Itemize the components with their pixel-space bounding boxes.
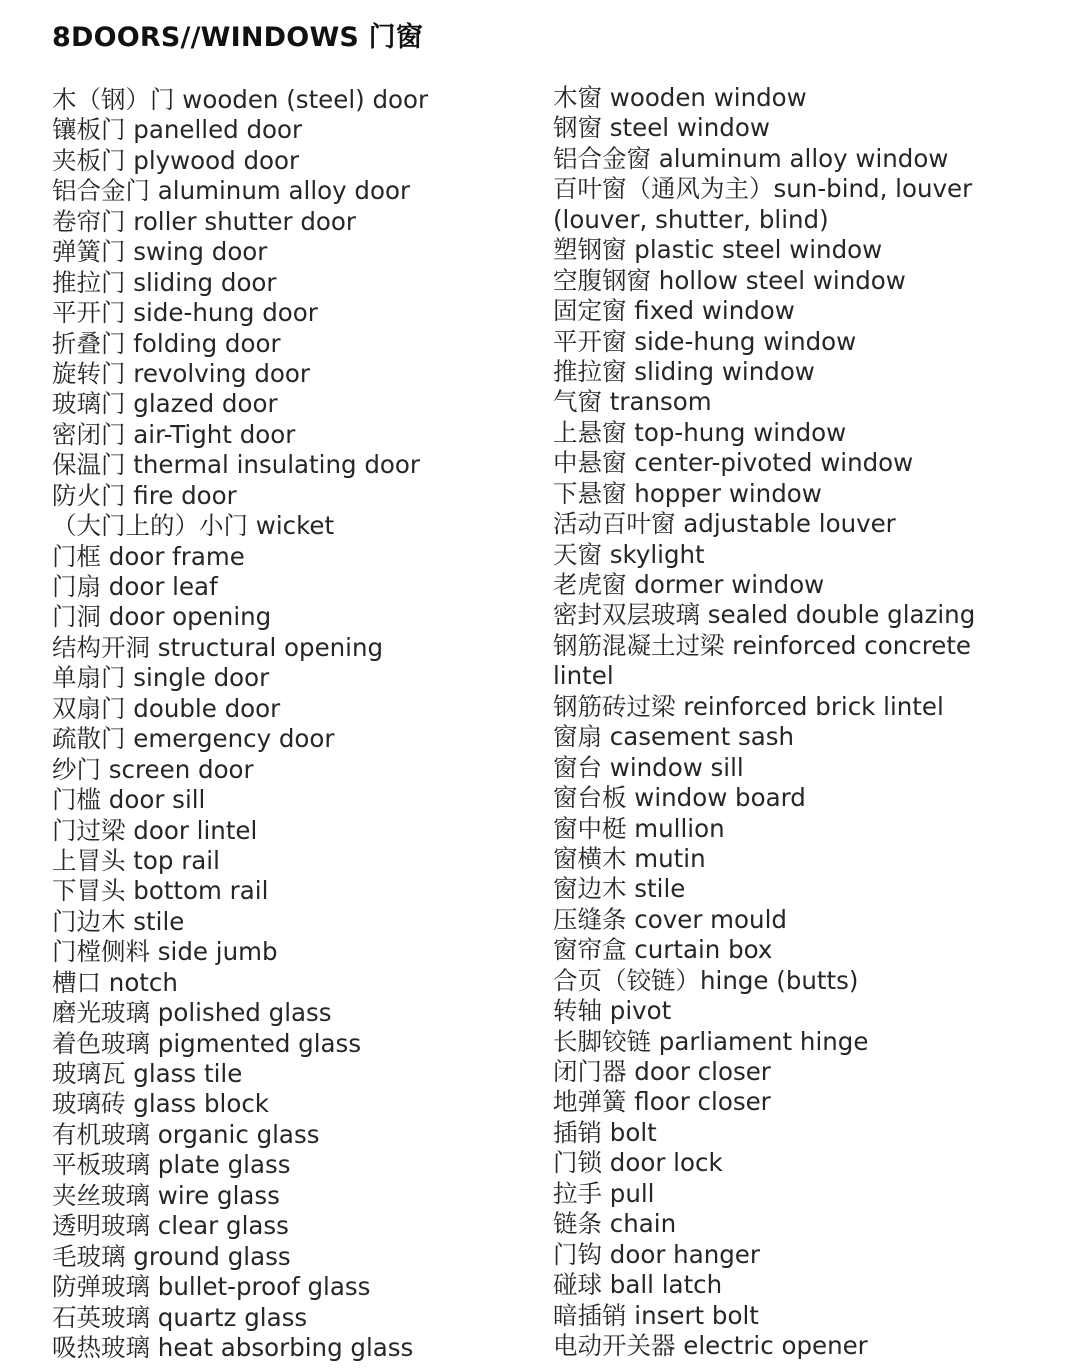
term-item: 双扇门 double door (52, 693, 281, 723)
term-item: 合页（铰链）hinge (butts) (553, 965, 859, 995)
term-item: 玻璃瓦 glass tile (52, 1059, 243, 1088)
term-item: 卷帘门 roller shutter door (52, 206, 356, 236)
term-item: 链条 chain (553, 1209, 677, 1239)
term-item: 着色玻璃 pigmented glass (52, 1028, 362, 1058)
term-item: 弹簧门 swing door (52, 237, 268, 267)
term-item: 吸热玻璃 heat absorbing glass (52, 1332, 414, 1362)
term-item: 平开门 side-hung door (52, 298, 318, 328)
term-item: 钢筋混凝土过梁 reinforced concrete (553, 630, 972, 660)
term-item: 暗插销 insert bolt (553, 1300, 759, 1330)
term-item: 木窗 wooden window (553, 83, 807, 112)
term-item: 石英玻璃 quartz glass (52, 1302, 308, 1332)
windows-term-list (553, 83, 1053, 1361)
term-item: 长脚铰链 parliament hinge (553, 1026, 869, 1056)
term-item: 固定窗 fixed window (553, 296, 795, 326)
term-item: 天窗 skylight (553, 539, 705, 569)
term-item: 平开窗 side-hung window (553, 326, 857, 356)
term-item: 旋转门 revolving door (52, 358, 310, 388)
term-item: 单扇门 single door (52, 663, 270, 693)
term-item: 毛玻璃 ground glass (52, 1241, 291, 1271)
term-item: 碰球 ball latch (553, 1270, 723, 1300)
term-item: 铝合金门 aluminum alloy door (52, 176, 411, 206)
term-item: 槽口 notch (52, 967, 178, 997)
term-item: 密闭门 air-Tight door (52, 419, 296, 449)
term-item: 纱门 screen door (52, 754, 254, 784)
term-item: 推拉窗 sliding window (553, 356, 815, 386)
term-item: 门樘侧料 side jumb (52, 937, 278, 967)
term-item: 下悬窗 hopper window (553, 478, 822, 508)
term-item: 防弹玻璃 bullet-proof glass (52, 1272, 371, 1302)
term-item: 镶板门 panelled door (52, 115, 303, 145)
term-item: 夹丝玻璃 wire glass (52, 1180, 280, 1210)
term-item: 门槛 door sill (52, 785, 206, 815)
term-item: 上冒头 top rail (52, 845, 220, 875)
term-item: 插销 bolt (553, 1117, 657, 1147)
term-item: 木（钢）门 wooden (steel) door (52, 85, 429, 114)
term-item: 推拉门 sliding door (52, 267, 277, 297)
term-item: 结构开洞 structural opening (52, 632, 384, 662)
term-item: 拉手 pull (553, 1178, 655, 1208)
term-item: 门过梁 door lintel (52, 815, 258, 845)
term-item: 折叠门 folding door (52, 328, 281, 358)
term-item: （大门上的）小门 wicket (52, 511, 335, 541)
term-item: lintel (553, 661, 614, 691)
term-item: 塑钢窗 plastic steel window (553, 235, 883, 265)
term-item: 电动开关器 electric opener (553, 1330, 868, 1360)
term-item: 中悬窗 center-pivoted window (553, 448, 914, 478)
term-item: 百叶窗（通风为主）sun-bind, louver (553, 174, 973, 204)
term-item: 疏散门 emergency door (52, 724, 335, 754)
doors-term-list (52, 85, 522, 1363)
term-item: 气窗 transom (553, 387, 712, 417)
term-item: 上悬窗 top-hung window (553, 417, 847, 447)
term-item: 玻璃门 glazed door (52, 389, 278, 419)
term-item: 窗中梃 mullion (553, 813, 725, 843)
term-item: 活动百叶窗 adjustable louver (553, 509, 896, 539)
term-item: 门扇 door leaf (52, 572, 218, 601)
term-item: 门框 door frame (52, 541, 245, 571)
term-item: 钢筋砖过梁 reinforced brick lintel (553, 691, 944, 721)
term-item: 空腹钢窗 hollow steel window (553, 265, 906, 295)
term-item: 夹板门 plywood door (52, 145, 300, 175)
term-item: 钢窗 steel window (553, 113, 770, 143)
term-item: 门洞 door opening (52, 602, 272, 632)
term-item: 防火门 fire door (52, 480, 237, 510)
term-item: 密封双层玻璃 sealed double glazing (553, 600, 976, 630)
term-item: 地弹簧 floor closer (553, 1087, 771, 1117)
term-item: 铝合金窗 aluminum alloy window (553, 143, 949, 173)
term-item: 保温门 thermal insulating door (52, 450, 420, 480)
term-item: 窗台板 window board (553, 783, 806, 813)
term-item: 窗台 window sill (553, 752, 744, 782)
page-title: 8DOORS//WINDOWS 门窗 (52, 22, 424, 53)
term-item: 老虎窗 dormer window (553, 570, 825, 599)
term-item: (louver, shutter, blind) (553, 204, 829, 234)
term-item: 透明玻璃 clear glass (52, 1211, 289, 1241)
term-item: 平板玻璃 plate glass (52, 1150, 291, 1180)
term-item: 门锁 door lock (553, 1148, 723, 1178)
term-item: 下冒头 bottom rail (52, 876, 269, 906)
term-item: 磨光玻璃 polished glass (52, 998, 332, 1028)
term-item: 压缝条 cover mould (553, 904, 787, 934)
term-item: 门边木 stile (52, 906, 185, 936)
term-item: 门钩 door hanger (553, 1239, 760, 1269)
term-item: 窗边木 stile (553, 874, 686, 904)
term-item: 窗帘盒 curtain box (553, 935, 773, 965)
term-item: 窗扇 casement sash (553, 722, 795, 752)
term-item: 窗横木 mutin (553, 843, 706, 873)
term-item: 有机玻璃 organic glass (52, 1119, 320, 1149)
term-item: 转轴 pivot (553, 996, 672, 1026)
term-item: 玻璃砖 glass block (52, 1089, 269, 1119)
term-item: 闭门器 door closer (553, 1057, 771, 1086)
